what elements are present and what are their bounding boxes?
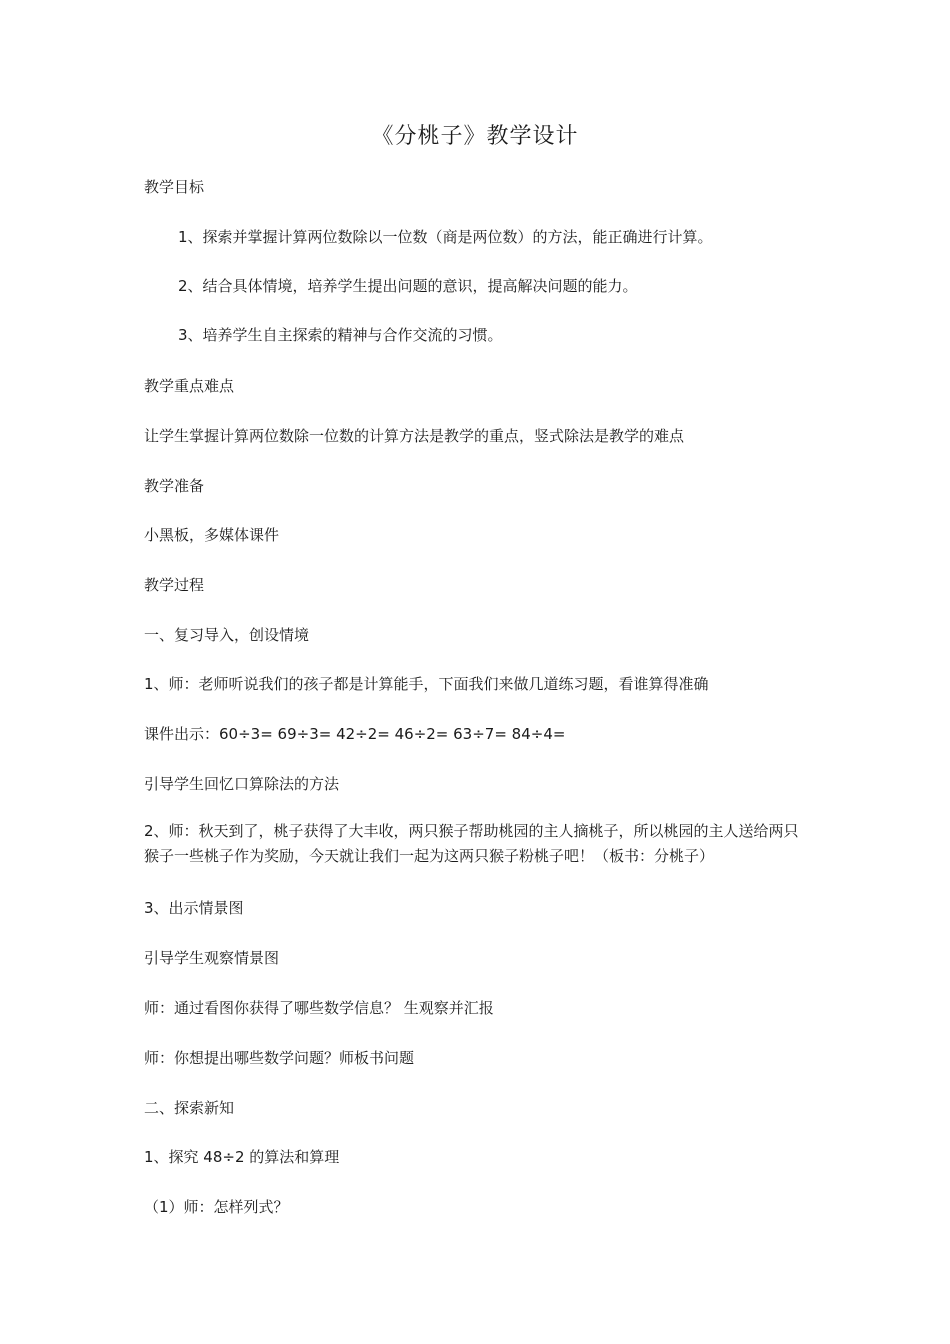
document-title: 《分桃子》教学设计 — [371, 124, 579, 149]
subsection-heading: 二、探索新知 — [144, 1099, 235, 1117]
paragraph: 3、出示情景图 — [144, 899, 244, 917]
paragraph: 2、师：秋天到了，桃子获得了大丰收，两只猴子帮助桃园的主人摘桃子，所以桃园的主人送给两只猴子一些桃子作为奖励，今天就让我们一起为这两只猴子粉桃子吧！（板书：分桃子） — [144, 822, 799, 865]
objective-item-1: 1、探索并掌握计算两位数除以一位数（商是两位数）的方法，能正确进行计算。 — [178, 228, 713, 246]
paragraph: 1、探究 48÷2 的算法和算理 — [144, 1148, 340, 1166]
section-heading-key-points: 教学重点难点 — [144, 377, 235, 395]
paragraph: 师：你想提出哪些数学问题？师板书问题 — [144, 1049, 415, 1067]
paragraph: 1、师：老师听说我们的孩子都是计算能手，下面我们来做几道练习题，看谁算得准确 — [144, 675, 709, 693]
paragraph: 引导学生观察情景图 — [144, 949, 280, 967]
paragraph: 引导学生回忆口算除法的方法 — [144, 775, 340, 793]
section-heading-preparation: 教学准备 — [144, 477, 205, 495]
paragraph: 师：通过看图你获得了哪些数学信息？ 生观察并汇报 — [144, 999, 494, 1017]
paragraph: 课件出示：60÷3= 69÷3= 42÷2= 46÷2= 63÷7= 84÷4= — [144, 725, 566, 743]
paragraph: （1）师：怎样列式？ — [144, 1198, 289, 1216]
objective-item-3: 3、培养学生自主探索的精神与合作交流的习惯。 — [178, 326, 503, 344]
section-heading-objectives: 教学目标 — [144, 178, 205, 196]
subsection-heading: 一、复习导入，创设情境 — [144, 626, 310, 644]
objective-item-2: 2、结合具体情境，培养学生提出问题的意识，提高解决问题的能力。 — [178, 277, 638, 295]
paragraph: 让学生掌握计算两位数除一位数的计算方法是教学的重点，竖式除法是教学的难点 — [144, 427, 685, 445]
paragraph: 小黑板，多媒体课件 — [144, 526, 280, 544]
section-heading-process: 教学过程 — [144, 576, 205, 594]
